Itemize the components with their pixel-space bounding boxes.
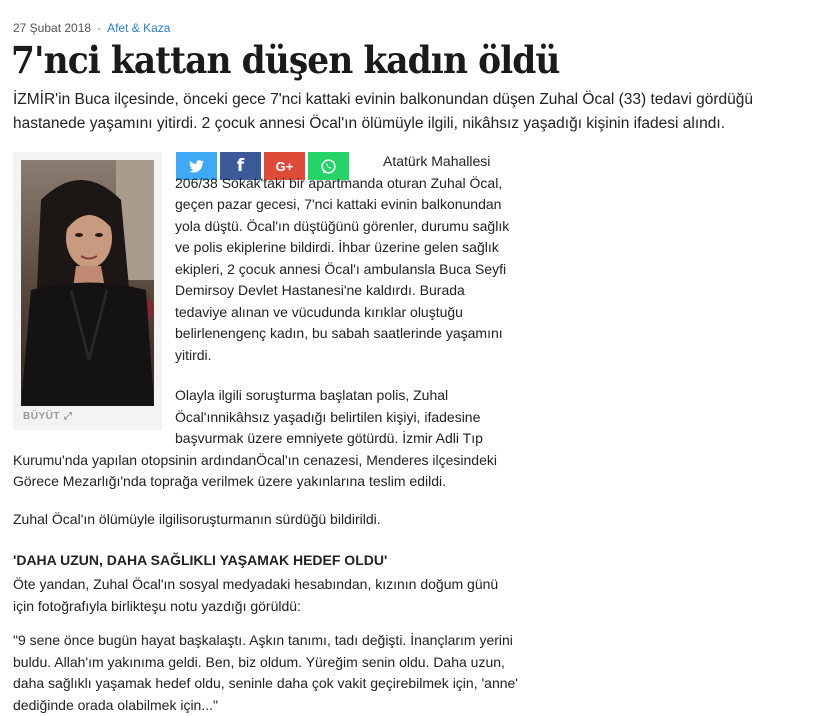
category-link[interactable]: Afet & Kaza [107,21,171,35]
facebook-icon: f [236,156,245,176]
paragraph-3: Zuhal Öcal'ın ölümüyle ilgilisoruşturmanın sürdüğü bildirildi. [13,511,381,527]
expand-icon: ⤢ [63,411,73,422]
paragraph-4: Öte yandan, Zuhal Öcal'ın sosyal medyadaki hesabından, kızının doğum günü için fotoğrafıyla birlikteşu notu yazdığı görüldü: [13,576,499,614]
quote-paragraph: "9 sene önce bugün hayat başkalaştı. Aşkın tanımı, tadı değişti. İnançlarım yerini buldu. Allah'ım yakınıma geldi. Ben, biz oldum. Yüreğim senin oldu. Daha uzun, daha sağlıklı yaşamak hedef oldu, seninle daha çok vakit geçirebilmek için, 'anne' dediğinde orada olabilmek için..." [13,632,518,713]
article-body [13,151,513,512]
article-headline: 7'nci kattan düşen kadın öldü [11,38,560,82]
enlarge-label: BÜYÜT [23,411,60,422]
figure-spacer [13,151,175,447]
googleplus-icon: G+ [275,158,294,174]
paragraph-2: Olayla ilgili soruşturma başlatan polis, Zuhal Öcal'ınnikâhsız yaşadığı belirtilen kişiyi, ifadesine başvurmak üzere emniyete götürdü. İzmir Adli Tıp Kurumu'nda yapılan otopsinin ardındanÖcal'ın cenazesi, Menderes ilçesindeki Görece Mezarlığı'nda toprağa verilmek üzere yakınlarına teslim edildi. [13,387,497,489]
paragraph-1-text: Atatürk Mahallesi 206/38 Sokak'taki bir apartmanda oturan Zuhal Öcal, geçen pazar gecesi, 7'nci kattaki evinin balkonundan yola düştü. Öcal'ın düştüğünü görenler, durumu sağlık ve polis ekiplerine bildirdi. İhbar üzerine gelen sağlık ekipleri, 2 çocuk annesi Öcal'ı ambulansla Buca Seyfi Demirsoy Devlet Hastanesi'ne kaldırdı. Burada tedaviye alınan ve vücudunda kırıklar oluştuğu belirlenengenç kadın, bu sabah saatlerinde yaşamını yitirdi. [175,153,510,363]
meta-separator: - [97,21,102,35]
article-subheading: 'DAHA UZUN, DAHA SAĞLIKLI YAŞAMAK HEDEF OLDU' [13,552,388,568]
share-spacer [175,165,383,166]
article-lead: İZMİR'in Buca ilçesinde, önceki gece 7'nci kattaki evinin balkonundan düşen Zuhal Öcal (33) tedavi gördüğü hastanede yaşamını yitirdi. 2 çocuk annesi Öcal'ın ölümüyle ilgili, nikâhsız yaşadığı kişinin ifadesi alındı. [13,91,754,132]
article-date: 27 Şubat 2018 [13,21,92,35]
article-meta [13,21,170,35]
